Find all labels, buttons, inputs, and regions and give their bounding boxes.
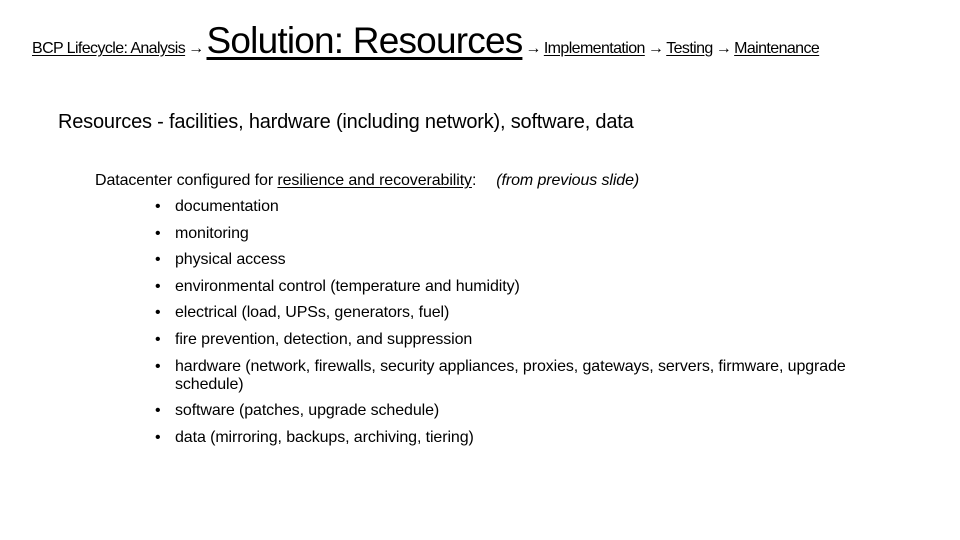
intro-note: (from previous slide) [496, 172, 640, 189]
arrow-right-icon: → [715, 40, 732, 57]
arrow-right-icon: → [525, 40, 541, 57]
list-item-text: monitoring [175, 224, 249, 242]
list-item-text: software (patches, upgrade schedule) [175, 402, 440, 420]
breadcrumb-step-implementation: Implementation [543, 40, 645, 57]
bullet-icon: • [155, 428, 161, 446]
list-item-text: physical access [175, 251, 286, 269]
list-item-text: documentation [175, 198, 279, 215]
bullet-icon: • [155, 304, 161, 322]
subheading: Resources - facilities, hardware (including network), software, data [58, 111, 634, 133]
bullet-icon: • [155, 402, 161, 420]
list-item-text: electrical (load, UPSs, generators, fuel) [175, 304, 450, 322]
arrow-right-icon: → [188, 40, 204, 57]
list-item-text: hardware (network, firewalls, security appliances, proxies, gateways, servers, firmware, upgrade schedule) [175, 357, 846, 393]
list-item [155, 402, 915, 420]
bullet-icon: • [155, 251, 161, 269]
list-item-text: data (mirroring, backups, archiving, tiering) [175, 428, 474, 446]
breadcrumb-step-testing: Testing [666, 40, 713, 57]
bullet-icon: • [155, 198, 161, 215]
intro-lead: Datacenter configured for [95, 172, 278, 189]
bullet-list [155, 198, 915, 455]
bullet-icon: • [155, 357, 161, 375]
breadcrumb-step-maintenance: Maintenance [734, 40, 820, 57]
list-item-text: environmental control (temperature and humidity) [175, 277, 520, 295]
list-item-text: fire prevention, detection, and suppression [175, 330, 473, 348]
bullet-icon: • [155, 330, 161, 348]
arrow-right-icon: → [647, 40, 664, 57]
intro-colon: : [471, 172, 477, 189]
bullet-icon: • [155, 277, 161, 295]
intro-line [95, 172, 639, 190]
intro-underlined: resilience and recoverability [277, 172, 472, 189]
list-item [155, 225, 915, 243]
list-item [155, 304, 915, 322]
list-item [155, 358, 915, 394]
list-item [155, 331, 915, 349]
list-item [155, 429, 915, 447]
list-item [155, 198, 915, 216]
breadcrumb-step-analysis: BCP Lifecycle: Analysis [32, 40, 186, 57]
list-item [155, 251, 915, 269]
breadcrumb-title [32, 20, 942, 62]
bullet-icon: • [155, 224, 161, 242]
list-item [155, 278, 915, 296]
page-title: Solution: Resources [206, 20, 523, 61]
